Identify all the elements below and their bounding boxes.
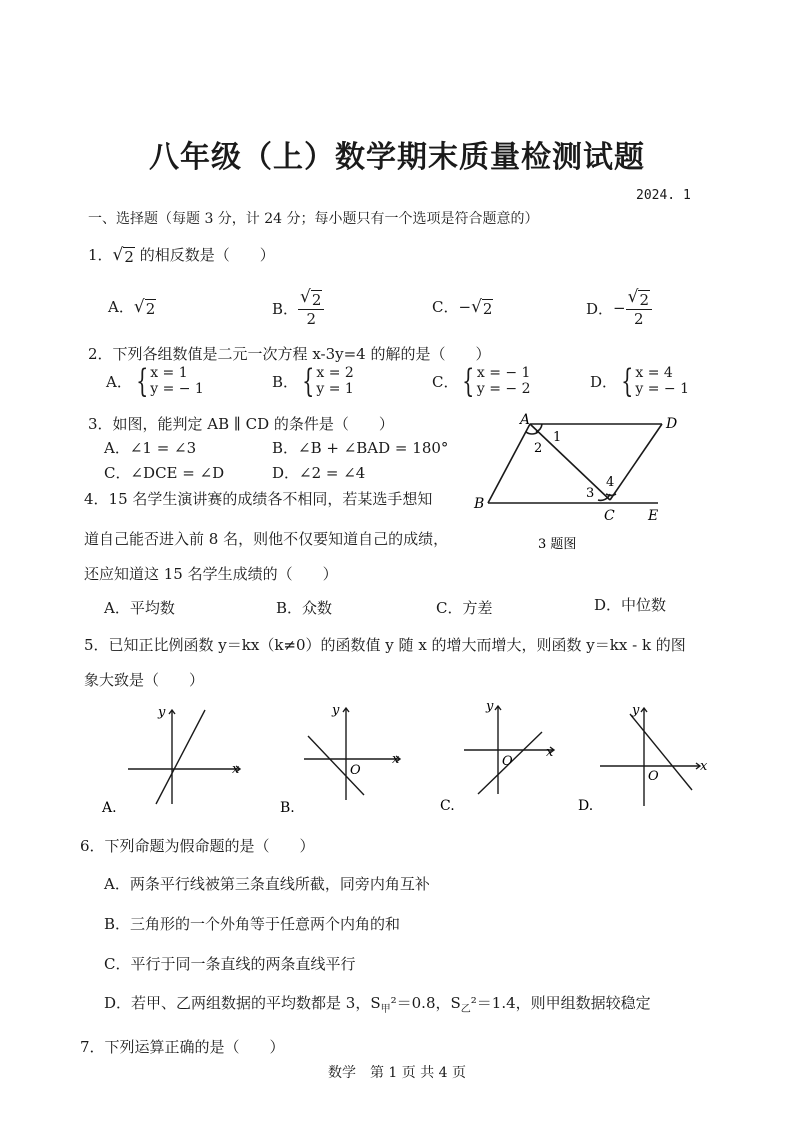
label-e: E — [648, 508, 659, 524]
graph-line — [630, 714, 692, 790]
angle-label-1: 1 — [553, 430, 562, 445]
q6-option-a: A．两条平行线被第三条直线所截，同旁内角互补 — [104, 875, 430, 893]
line-ab — [488, 424, 530, 503]
question-5-line-2: 象大致是（ ） — [84, 671, 205, 689]
q1-option-d: D． − √ 2 2 — [586, 288, 652, 328]
q1-option-b: B． √ 2 2 — [272, 288, 324, 328]
q4-option-b: B．众数 — [276, 599, 333, 617]
option-label: D. — [578, 798, 594, 814]
angle-label-4: 4 — [606, 475, 615, 490]
angle-label-3: 3 — [586, 486, 595, 501]
q2-option-a: A． { x = 1 y = − 1 — [106, 362, 204, 400]
label-b: B — [474, 496, 485, 512]
x-label: x — [546, 745, 554, 760]
q5-graph-b — [278, 700, 428, 818]
q3-option-c: C．∠DCE = ∠D — [104, 464, 225, 482]
q3-option-a: A．∠1 = ∠3 — [104, 439, 197, 457]
option-label: B. — [280, 800, 295, 816]
q4-option-a: A．平均数 — [104, 599, 175, 617]
question-3-stem: 3．如图，能判定 AB ∥ CD 的条件是（ ） — [88, 415, 394, 433]
y-label: y — [158, 705, 166, 720]
label-c: C — [604, 508, 615, 524]
q3-option-b: B．∠B + ∠BAD = 180° — [272, 439, 449, 457]
question-1-stem — [88, 244, 275, 266]
label-a: A — [520, 412, 531, 428]
sqrt-expression: √ 2 — [112, 245, 134, 266]
q6-option-d: D．若甲、乙两组数据的平均数都是 3，$S_甲^2=0.8$，$S_乙^2=1.4$，则甲组数据较稳定 — [104, 994, 651, 1015]
origin-label: O — [648, 769, 659, 784]
y-label: y — [486, 699, 494, 714]
question-number: 1． — [88, 246, 113, 264]
q2-option-c: C． { x = − 1 y = − 2 — [432, 362, 531, 400]
line-ac — [530, 424, 610, 500]
q3-figure — [470, 408, 690, 558]
option-label: A. — [102, 800, 117, 816]
q4-option-c: C．方差 — [436, 599, 493, 617]
question-4-line-3: 还应知道这 15 名学生成绩的（ ） — [84, 565, 338, 583]
question-7-stem: 7．下列运算正确的是（ ） — [80, 1038, 285, 1056]
section-heading: 一、选择题（每题 3 分，计 24 分；每小题只有一个选项是符合题意的） — [88, 211, 539, 227]
figure-caption: 3 题图 — [538, 537, 577, 552]
q1-option-a: A． √ 2 — [108, 297, 156, 318]
question-6-stem: 6．下列命题为假命题的是（ ） — [80, 837, 315, 855]
q4-option-d: D．中位数 — [594, 596, 667, 614]
origin-label: O — [502, 754, 513, 769]
y-label: y — [632, 703, 640, 718]
q5-graph-c — [438, 698, 588, 816]
x-label: x — [392, 752, 400, 767]
line-cd — [610, 424, 662, 500]
q5-graph-a — [100, 700, 250, 818]
q2-option-b: B． { x = 2 y = 1 — [272, 362, 354, 400]
x-label: x — [700, 759, 708, 774]
angle-arc-1 — [536, 424, 542, 432]
question-text: 的相反数是（ ） — [134, 246, 275, 264]
question-4-line-2: 道自己能否进入前 8 名，则他不仅要知道自己的成绩， — [84, 530, 449, 548]
page-footer: 数学 第 1 页 共 4 页 — [327, 1065, 467, 1081]
angle-arc-4 — [606, 494, 616, 495]
question-4-line-1: 4．15 名学生演讲赛的成绩各不相同，若某选手想知 — [84, 490, 433, 508]
option-label: C. — [440, 798, 455, 814]
question-2-stem: 2．下列各组数值是二元一次方程 x-3y=4 的解的是（ ） — [88, 345, 491, 363]
q3-option-d: D．∠2 = ∠4 — [272, 464, 366, 482]
q6-option-b: B．三角形的一个外角等于任意两个内角的和 — [104, 915, 401, 933]
graph-line — [156, 710, 205, 804]
q1-option-c: C．− √ 2 — [432, 297, 493, 318]
q2-option-d: D． { x = 4 y = − 1 — [590, 362, 690, 400]
exam-date: 2024. 1 — [636, 188, 691, 203]
label-d: D — [666, 416, 678, 432]
angle-arc-2 — [526, 432, 538, 434]
question-5-line-1: 5．已知正比例函数 y＝kx（k≠0）的函数值 y 随 x 的增大而增大，则函数 y＝kx - k 的图 — [84, 636, 686, 654]
x-label: x — [232, 762, 240, 777]
q5-graph-d — [576, 700, 726, 818]
page-title: 八年级（上）数学期末质量检测试题 — [149, 140, 645, 175]
origin-label: O — [350, 763, 361, 778]
q6-option-c: C．平行于同一条直线的两条直线平行 — [104, 955, 356, 973]
y-label: y — [332, 703, 340, 718]
angle-label-2: 2 — [534, 441, 543, 456]
